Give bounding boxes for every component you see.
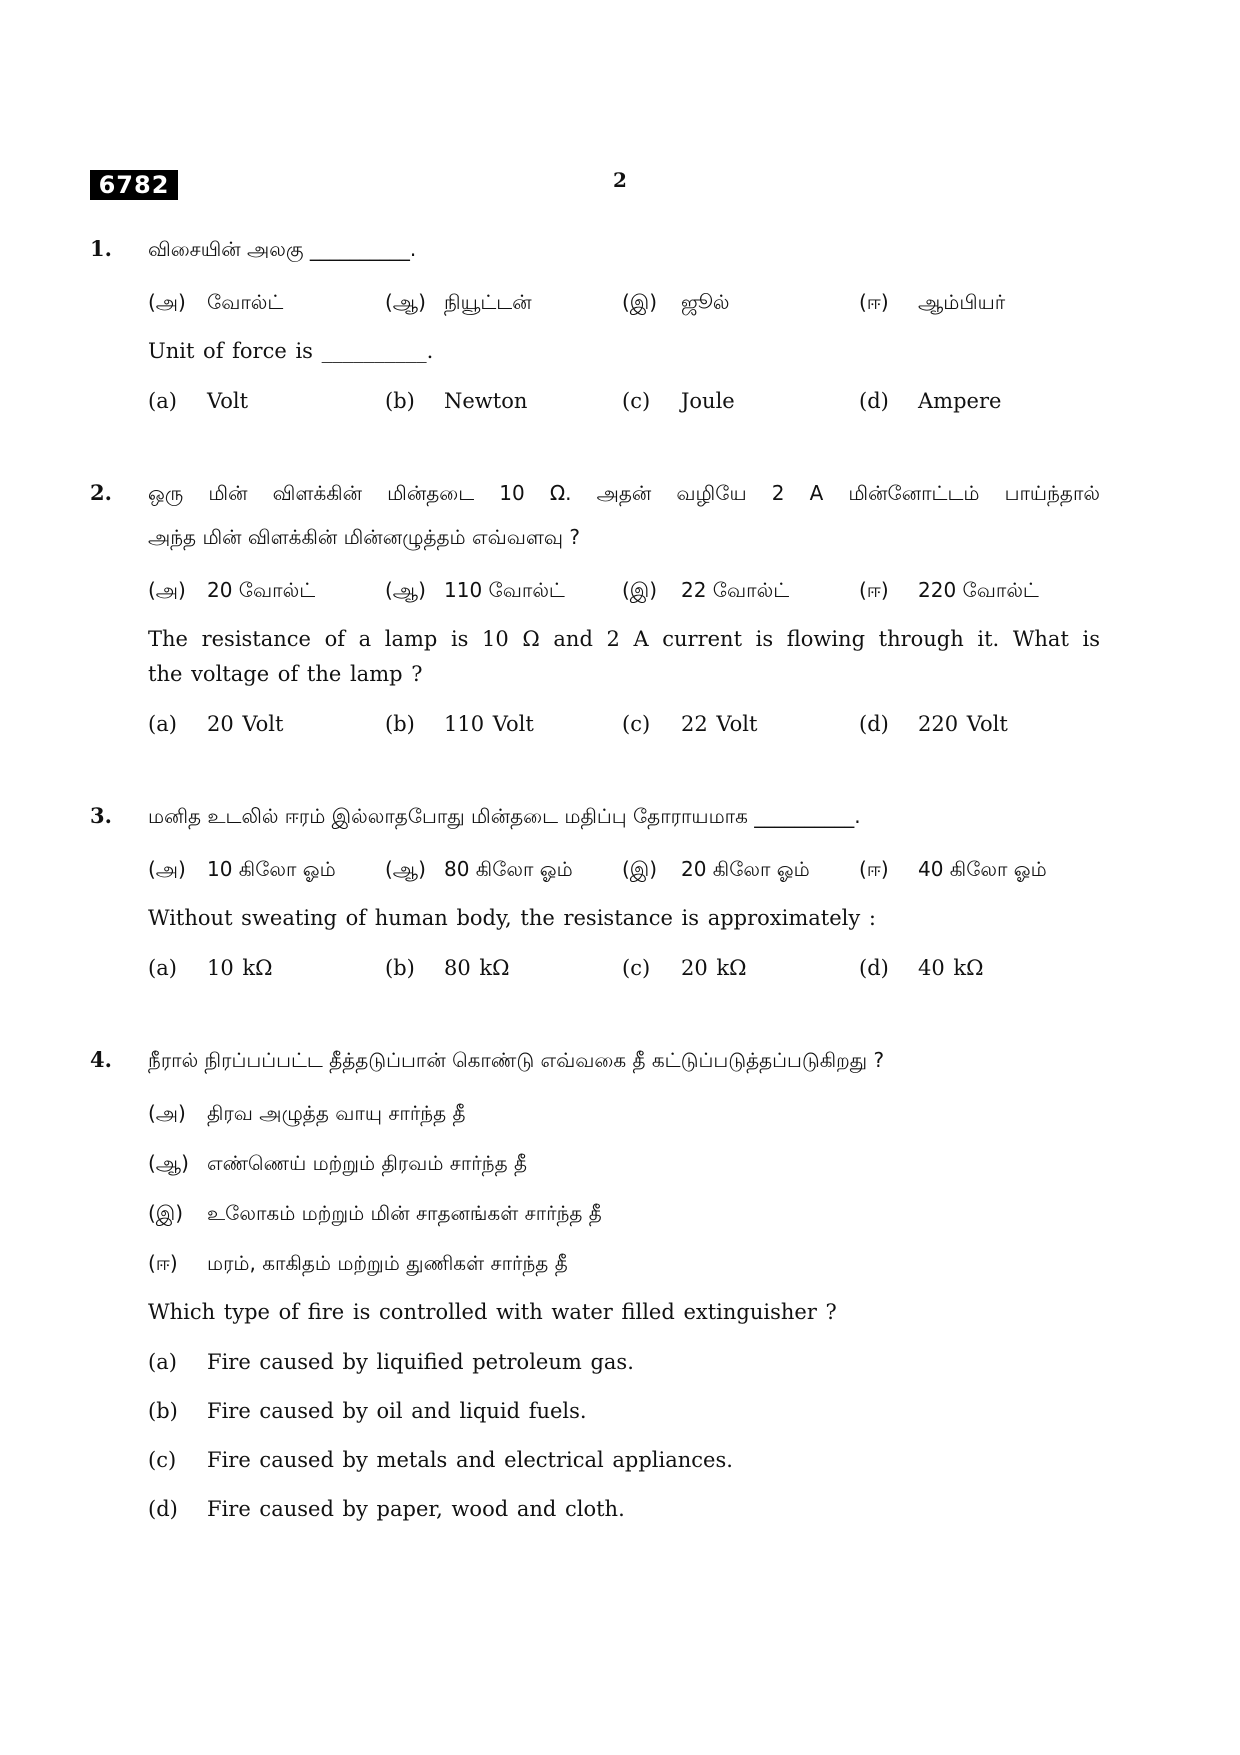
question-body xyxy=(148,794,1100,985)
option-label: (a) xyxy=(148,712,177,736)
option-text: ஆம்பியர் xyxy=(918,290,1006,314)
options-english xyxy=(148,951,1100,985)
question-text-tamil xyxy=(148,471,1100,559)
question-text-line: Unit of force is __________. xyxy=(148,339,434,363)
option-label: (c) xyxy=(622,389,651,413)
option-label: (a) xyxy=(148,1350,177,1374)
question-text-english xyxy=(148,1295,1100,1330)
question-body xyxy=(148,227,1100,418)
option-text: Volt xyxy=(207,389,249,413)
option-d-tamil xyxy=(859,573,1100,607)
option-label: (b) xyxy=(385,712,415,736)
option-a xyxy=(148,951,385,985)
option-label: (ஆ) xyxy=(385,290,426,314)
option-text: Fire caused by metals and electrical appliances. xyxy=(207,1448,733,1472)
option-label: (b) xyxy=(385,956,415,980)
option-text: திரவ அழுத்த வாயு சார்ந்த தீ xyxy=(207,1101,466,1125)
option-d xyxy=(859,951,1100,985)
option-b-tamil xyxy=(385,573,622,607)
question-2 xyxy=(90,471,1100,741)
option-text: Fire caused by paper, wood and cloth. xyxy=(207,1497,625,1521)
question-text-line: மனித உடலில் ஈரம் இல்லாதபோது மின்தடை மதிப்பு தோராயமாக __________. xyxy=(148,804,861,828)
question-text-tamil xyxy=(148,794,1100,838)
option-label: (d) xyxy=(859,956,889,980)
options-english xyxy=(148,707,1100,741)
question-number: 2. xyxy=(90,480,112,505)
page-number: 2 xyxy=(613,168,627,192)
option-text: 20 வோல்ட் xyxy=(207,578,316,602)
option-label: (c) xyxy=(622,712,651,736)
option-text: Joule xyxy=(681,389,735,413)
option-label: (ஆ) xyxy=(385,578,426,602)
option-label: (d) xyxy=(859,389,889,413)
question-body xyxy=(148,1038,1100,1526)
option-c xyxy=(622,384,859,418)
question-1 xyxy=(90,227,1100,418)
option-text: Fire caused by liquified petroleum gas. xyxy=(207,1350,634,1374)
question-text-line: The resistance of a lamp is 10 Ω and 2 A current is flowing through it. What is xyxy=(148,627,1100,651)
option-label: (அ) xyxy=(148,857,186,881)
option-text: நியூட்டன் xyxy=(444,290,532,314)
question-text-line: Without sweating of human body, the resistance is approximately : xyxy=(148,906,877,930)
option-text: வோல்ட் xyxy=(207,290,284,314)
option-c xyxy=(622,951,859,985)
option-text: 20 kΩ xyxy=(681,956,747,980)
option-a xyxy=(148,384,385,418)
option-b xyxy=(385,951,622,985)
option-label: (ஈ) xyxy=(859,857,889,881)
option-text: 110 வோல்ட் xyxy=(444,578,565,602)
questions-area xyxy=(90,227,1100,1526)
option-text: Fire caused by oil and liquid fuels. xyxy=(207,1399,587,1423)
option-b-tamil xyxy=(148,1146,1100,1180)
option-c-tamil xyxy=(622,285,859,319)
option-label: (ஆ) xyxy=(385,857,426,881)
option-d xyxy=(859,707,1100,741)
question-body xyxy=(148,471,1100,741)
option-label: (ஈ) xyxy=(859,290,889,314)
question-number: 4. xyxy=(90,1047,112,1072)
option-label: (ஆ) xyxy=(148,1151,189,1175)
option-text: எண்ணெய் மற்றும் திரவம் சார்ந்த தீ xyxy=(207,1151,527,1175)
option-a-tamil xyxy=(148,852,385,886)
question-number: 1. xyxy=(90,236,112,261)
option-b-tamil xyxy=(385,852,622,886)
option-text: ஜூல் xyxy=(681,290,730,314)
option-c-tamil xyxy=(622,573,859,607)
option-d-tamil xyxy=(859,852,1100,886)
option-d xyxy=(859,384,1100,418)
option-a-tamil xyxy=(148,1096,1100,1130)
question-text-line: நீரால் நிரப்பப்பட்ட தீத்தடுப்பான் கொண்டு எவ்வகை தீ கட்டுப்படுத்தப்படுகிறது ? xyxy=(148,1048,885,1072)
option-a-tamil xyxy=(148,573,385,607)
option-d-tamil xyxy=(148,1246,1100,1280)
option-label: (c) xyxy=(148,1448,177,1472)
option-b xyxy=(148,1394,1100,1428)
question-text-line: விசையின் அலகு __________. xyxy=(148,237,417,261)
option-c-tamil xyxy=(148,1196,1100,1230)
options-tamil xyxy=(148,1096,1100,1280)
option-label: (a) xyxy=(148,389,177,413)
option-text: 40 கிலோ ஓம் xyxy=(918,857,1047,881)
option-text: 80 kΩ xyxy=(444,956,510,980)
option-a xyxy=(148,1345,1100,1379)
option-label: (அ) xyxy=(148,578,186,602)
question-text-english xyxy=(148,622,1100,692)
option-text: உலோகம் மற்றும் மின் சாதனங்கள் சார்ந்த தீ xyxy=(207,1201,602,1225)
option-a-tamil xyxy=(148,285,385,319)
option-label: (இ) xyxy=(622,578,658,602)
option-label: (ஈ) xyxy=(148,1251,178,1275)
question-text-tamil xyxy=(148,227,1100,271)
option-text: 22 வோல்ட் xyxy=(681,578,790,602)
option-text: மரம், காகிதம் மற்றும் துணிகள் சார்ந்த தீ xyxy=(207,1251,568,1275)
paper-code: 6782 xyxy=(98,171,170,199)
question-3 xyxy=(90,794,1100,985)
option-label: (a) xyxy=(148,956,177,980)
option-text: 220 வோல்ட் xyxy=(918,578,1039,602)
option-text: 20 Volt xyxy=(207,712,284,736)
option-d xyxy=(148,1492,1100,1526)
option-b xyxy=(385,384,622,418)
option-label: (b) xyxy=(148,1399,178,1423)
question-text-line: Which type of fire is controlled with water filled extinguisher ? xyxy=(148,1300,837,1324)
option-label: (ஈ) xyxy=(859,578,889,602)
option-label: (b) xyxy=(385,389,415,413)
question-text-line: ஒரு மின் விளக்கின் மின்தடை 10 Ω. அதன் வழியே 2 A மின்னோட்டம் பாய்ந்தால் xyxy=(148,481,1100,505)
option-label: (d) xyxy=(148,1497,178,1521)
option-label: (c) xyxy=(622,956,651,980)
question-text-english xyxy=(148,334,1100,369)
question-text-line: the voltage of the lamp ? xyxy=(148,662,423,686)
options-tamil xyxy=(148,852,1100,886)
question-text-tamil xyxy=(148,1038,1100,1082)
options-english xyxy=(148,1345,1100,1526)
option-a xyxy=(148,707,385,741)
option-text: 110 Volt xyxy=(444,712,534,736)
option-b-tamil xyxy=(385,285,622,319)
option-c xyxy=(622,707,859,741)
options-tamil xyxy=(148,573,1100,607)
option-label: (அ) xyxy=(148,1101,186,1125)
option-text: 10 kΩ xyxy=(207,956,273,980)
option-text: 20 கிலோ ஓம் xyxy=(681,857,810,881)
options-tamil xyxy=(148,285,1100,319)
option-text: Ampere xyxy=(918,389,1002,413)
option-b xyxy=(385,707,622,741)
option-label: (இ) xyxy=(148,1201,184,1225)
option-text: 40 kΩ xyxy=(918,956,984,980)
option-label: (இ) xyxy=(622,857,658,881)
option-text: 80 கிலோ ஓம் xyxy=(444,857,573,881)
question-text-english xyxy=(148,901,1100,936)
option-text: 220 Volt xyxy=(918,712,1008,736)
option-text: 22 Volt xyxy=(681,712,758,736)
question-text-line: அந்த மின் விளக்கின் மின்னழுத்தம் எவ்வளவு ? xyxy=(148,525,581,549)
option-text: Newton xyxy=(444,389,528,413)
question-number: 3. xyxy=(90,803,112,828)
option-c-tamil xyxy=(622,852,859,886)
option-label: (d) xyxy=(859,712,889,736)
options-english xyxy=(148,384,1100,418)
option-label: (அ) xyxy=(148,290,186,314)
option-d-tamil xyxy=(859,285,1100,319)
option-label: (இ) xyxy=(622,290,658,314)
question-4 xyxy=(90,1038,1100,1526)
option-c xyxy=(148,1443,1100,1477)
option-text: 10 கிலோ ஓம் xyxy=(207,857,336,881)
